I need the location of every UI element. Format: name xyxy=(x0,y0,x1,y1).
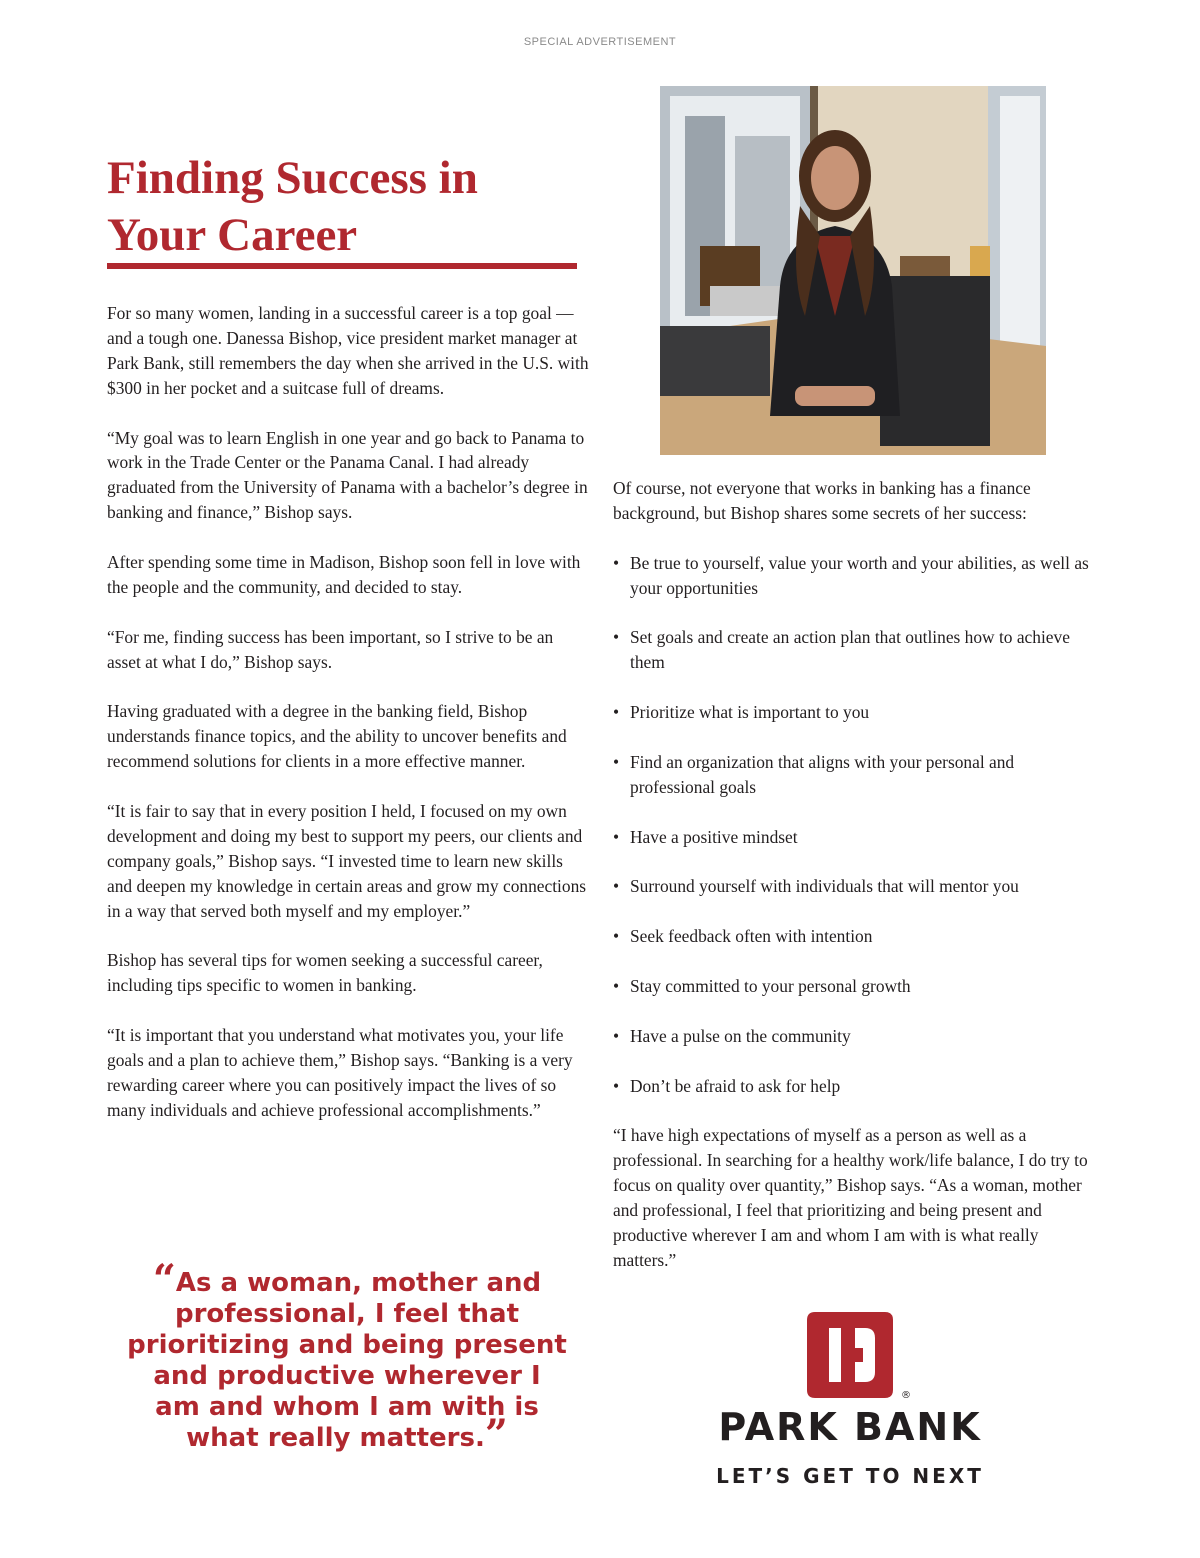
body-paragraph: For so many women, landing in a successful career is a top goal — and a tough one. Danessa Bishop, vice president market manager at Park Bank, still remembers the day when she arrived in the U.S. with $300 in her pocket and a suitcase full of dreams. xyxy=(107,303,589,398)
article-title-line2: Your Career xyxy=(107,209,358,261)
article-title-line1: Finding Success in xyxy=(107,152,478,204)
list-item: • Find an organization that aligns with your personal and professional goals xyxy=(613,751,1015,797)
success-tips-list xyxy=(613,551,1091,1099)
article-title xyxy=(107,150,587,264)
body-paragraph: “My goal was to learn English in one year and go back to Panama to work in the Trade Center or the Panama Canal. I had already graduated from the University of Panama with a bachelor’s degree in banking and finance,” Bishop says. xyxy=(107,427,588,523)
open-quote-icon: “ xyxy=(152,1256,176,1303)
title-underline xyxy=(107,263,577,269)
list-item: • Don’t be afraid to ask for help xyxy=(613,1074,1091,1099)
list-item: • Set goals and create an action plan that outlines how to achieve them xyxy=(613,627,1070,673)
park-bank-logo-icon xyxy=(807,1312,917,1402)
body-paragraph: Having graduated with a degree in the banking field, Bishop understands finance topics, and the ability to uncover benefits and recommend solutions for clients in a more effective manner. xyxy=(107,701,567,772)
pull-quote-text: As a woman, mother and professional, I feel that prioritizing and being present and productive wherever I am and whom I am with is what really matters. xyxy=(127,1268,567,1453)
brand-tagline: LET’S GET TO NEXT xyxy=(716,1464,984,1488)
bullet-icon: • xyxy=(613,627,620,648)
right-column xyxy=(613,476,1091,1298)
registered-mark: ® xyxy=(901,1390,911,1401)
pull-quote xyxy=(127,1256,567,1458)
close-quote-icon: ” xyxy=(484,1411,508,1458)
list-item: • Have a positive mindset xyxy=(613,825,1091,850)
bullet-icon: • xyxy=(613,552,620,573)
body-paragraph: After spending some time in Madison, Bishop soon fell in love with the people and the community, and decided to stay. xyxy=(107,552,581,597)
list-item: • Be true to yourself, value your worth and your abilities, as well as your opportunities xyxy=(613,552,1089,598)
office-portrait-illustration xyxy=(660,86,1046,455)
closing-paragraph: “I have high expectations of myself as a person as well as a professional. In searching for a healthy work/life balance, I do try to focus on quality over quantity,” Bishop says. “As a woman, mother and professional, I feel that prioritizing and being present and productive wherever I am and whom I am with is what really matters.” xyxy=(613,1125,1088,1270)
portrait-photo xyxy=(660,86,1046,455)
body-paragraph: “For me, finding success has been important, so I strive to be an asset at what I do,” Bishop says. xyxy=(107,626,554,672)
list-item: • Prioritize what is important to you xyxy=(613,700,1091,725)
bullet-icon: • xyxy=(613,702,620,723)
bullet-icon: • xyxy=(613,1025,620,1046)
list-item: • Surround yourself with individuals that will mentor you xyxy=(613,874,1091,899)
bullet-icon: • xyxy=(613,751,620,772)
body-paragraph: Bishop has several tips for women seeking a successful career, including tips specific to women in banking. xyxy=(107,950,543,996)
body-paragraph: “It is fair to say that in every position I held, I focused on my own development and doing my best to support my peers, our clients and company goals,” Bishop says. “I invested time to learn new skills and deepen my knowledge in certain areas and grow my connections in a way that served both myself and my employer.” xyxy=(107,801,587,921)
left-column xyxy=(107,301,589,1148)
bullet-icon: • xyxy=(613,876,620,897)
list-item: • Seek feedback often with intention xyxy=(613,924,1091,949)
bullet-icon: • xyxy=(613,926,620,947)
intro-paragraph: Of course, not everyone that works in banking has a finance background, but Bishop shares some secrets of her success: xyxy=(613,478,1031,523)
list-item: • Stay committed to your personal growth xyxy=(613,974,1091,999)
body-paragraph: “It is important that you understand what motivates you, your life goals and a plan to achieve them,” Bishop says. “Banking is a very rewarding career where you can positively impact the lives of so many individuals and achieve professional accomplishments.” xyxy=(107,1025,573,1120)
bullet-icon: • xyxy=(613,976,620,996)
bullet-icon: • xyxy=(613,826,620,847)
brand-name: PARK BANK xyxy=(718,1405,982,1449)
bullet-icon: • xyxy=(613,1075,620,1096)
special-advertisement-label: SPECIAL ADVERTISEMENT xyxy=(523,36,677,48)
list-item: • Have a pulse on the community xyxy=(613,1024,1091,1049)
